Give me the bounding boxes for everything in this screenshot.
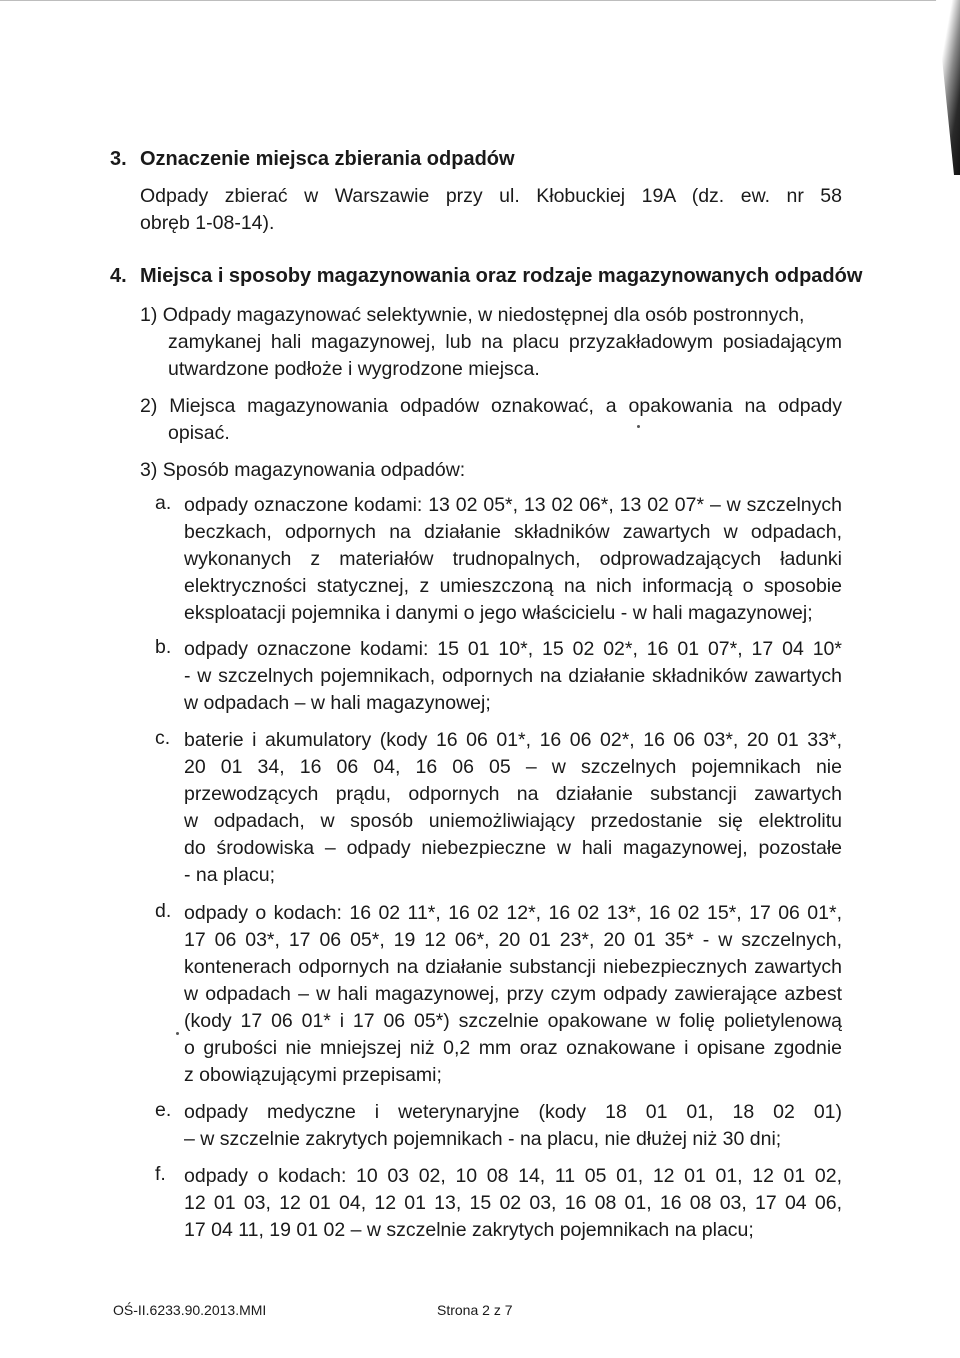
item-c-letter: c. <box>155 727 171 749</box>
item-e-line-2: – w szczelnie zakrytych pojemnikach - na placu, nie dłużej niż 30 dni; <box>184 1128 782 1150</box>
item-f-letter: f. <box>155 1163 166 1185</box>
section-4-title: Miejsca i sposoby magazynowania oraz rodzaje magazynowanych odpadów <box>140 265 863 287</box>
item-e-letter: e. <box>155 1099 172 1121</box>
item-f-line-1: odpady o kodach: 10 03 02, 10 08 14, 11 05 01, 12 01 01, 12 01 02, <box>184 1165 842 1187</box>
section-3-line-1: Odpady zbierać w Warszawie przy ul. Kłobuckiej 19A (dz. ew. nr 58 <box>140 185 842 207</box>
paragraph-1-line-2: zamykanej hali magazynowej, lub na placu przyzakładowym posiadającym <box>168 331 842 353</box>
item-b-line-3: w odpadach – w hali magazynowej; <box>184 692 491 714</box>
item-b-line-1: odpady oznaczone kodami: 15 01 10*, 15 02 02*, 16 01 07*, 17 04 10* <box>184 638 842 660</box>
item-d-letter: d. <box>155 900 172 922</box>
item-c-line-5: do środowiska – odpady niebezpieczne w hali magazynowej, pozostałe <box>184 837 842 859</box>
item-f-line-2: 12 01 03, 12 01 04, 12 01 13, 15 02 03, 16 08 01, 16 08 03, 17 04 06, <box>184 1192 842 1214</box>
item-c-line-2: 20 01 34, 16 06 04, 16 06 05 – w szczelnych pojemnikach nie <box>184 756 842 778</box>
item-c-line-6: - na placu; <box>184 864 276 886</box>
item-d-line-2: 17 06 03*, 17 06 05*, 19 12 06*, 20 01 23*, 20 01 35* - w szczelnych, <box>184 929 842 951</box>
section-3-title: Oznaczenie miejsca zbierania odpadów <box>140 148 515 170</box>
item-b-line-2: - w szczelnych pojemnikach, odpornych na działanie składników zawartych <box>184 665 842 687</box>
item-c-line-4: w odpadach, w sposób uniemożliwiający przedostanie się elektrolitu <box>184 810 842 832</box>
paragraph-2-line-2: opisać. <box>168 422 230 444</box>
item-a-letter: a. <box>155 492 172 514</box>
item-a-line-1: odpady oznaczone kodami: 13 02 05*, 13 02 06*, 13 02 07* – w szczelnych <box>184 494 842 516</box>
item-a-line-5: eksploatacji pojemnika i danymi o jego właścicielu - w hali magazynowej; <box>184 602 813 624</box>
item-a-line-2: beczkach, odpornych na działanie składników zawartych w odpadach, <box>184 521 842 543</box>
item-a-line-3: wykonanych z materiałów trudnopalnych, odprowadzających ładunki <box>184 548 842 570</box>
paragraph-2-line-1: 2) Miejsca magazynowania odpadów oznakować, a opakowania na odpady <box>140 395 842 417</box>
item-b-letter: b. <box>155 636 172 658</box>
item-d-line-6: o grubości nie mniejszej niż 0,2 mm oraz oznakowane i opisane zgodnie <box>184 1037 842 1059</box>
item-c-line-3: przewodzących prądu, odpornych na działanie substancji zawartych <box>184 783 842 805</box>
footer-reference: OŚ-II.6233.90.2013.MMI <box>113 1302 267 1318</box>
item-d-line-5: (kody 17 06 01* i 17 06 05*) szczelnie opakowane w folię polietylenową <box>184 1010 842 1032</box>
item-d-line-1: odpady o kodach: 16 02 11*, 16 02 12*, 16 02 13*, 16 02 15*, 17 06 01*, <box>184 902 842 924</box>
paragraph-1-line-1: 1) Odpady magazynować selektywnie, w niedostępnej dla osób postronnych, <box>140 304 805 326</box>
paragraph-3: 3) Sposób magazynowania odpadów: <box>140 459 466 481</box>
section-3-number: 3. <box>110 148 127 170</box>
item-e-line-1: odpady medyczne i weterynaryjne (kody 18 01 01, 18 02 01) <box>184 1101 842 1123</box>
item-f-line-3: 17 04 11, 19 01 02 – w szczelnie zakrytych pojemnikach na placu; <box>184 1219 754 1241</box>
item-d-line-3: kontenerach odpornych na działanie substancji niebezpiecznych zawartych <box>184 956 842 978</box>
paragraph-1-line-3: utwardzone podłoże i wygrodzone miejsca. <box>168 358 540 380</box>
item-a-line-4: elektryczności statycznej, z umieszczoną na nich informacją o sposobie <box>184 575 842 597</box>
section-4-number: 4. <box>110 265 127 287</box>
footer-page-number: Strona 2 z 7 <box>437 1302 513 1318</box>
item-c-line-1: baterie i akumulatory (kody 16 06 01*, 16 06 02*, 16 06 03*, 20 01 33*, <box>184 729 842 751</box>
section-3-line-2: obręb 1-08-14). <box>140 212 275 234</box>
scan-speck <box>637 425 640 428</box>
item-d-line-7: z obowiązującymi przepisami; <box>184 1064 442 1086</box>
item-d-line-4: w odpadach – w hali magazynowej, przy czym odpady zawierające azbest <box>184 983 842 1005</box>
scan-speck <box>176 1032 179 1035</box>
